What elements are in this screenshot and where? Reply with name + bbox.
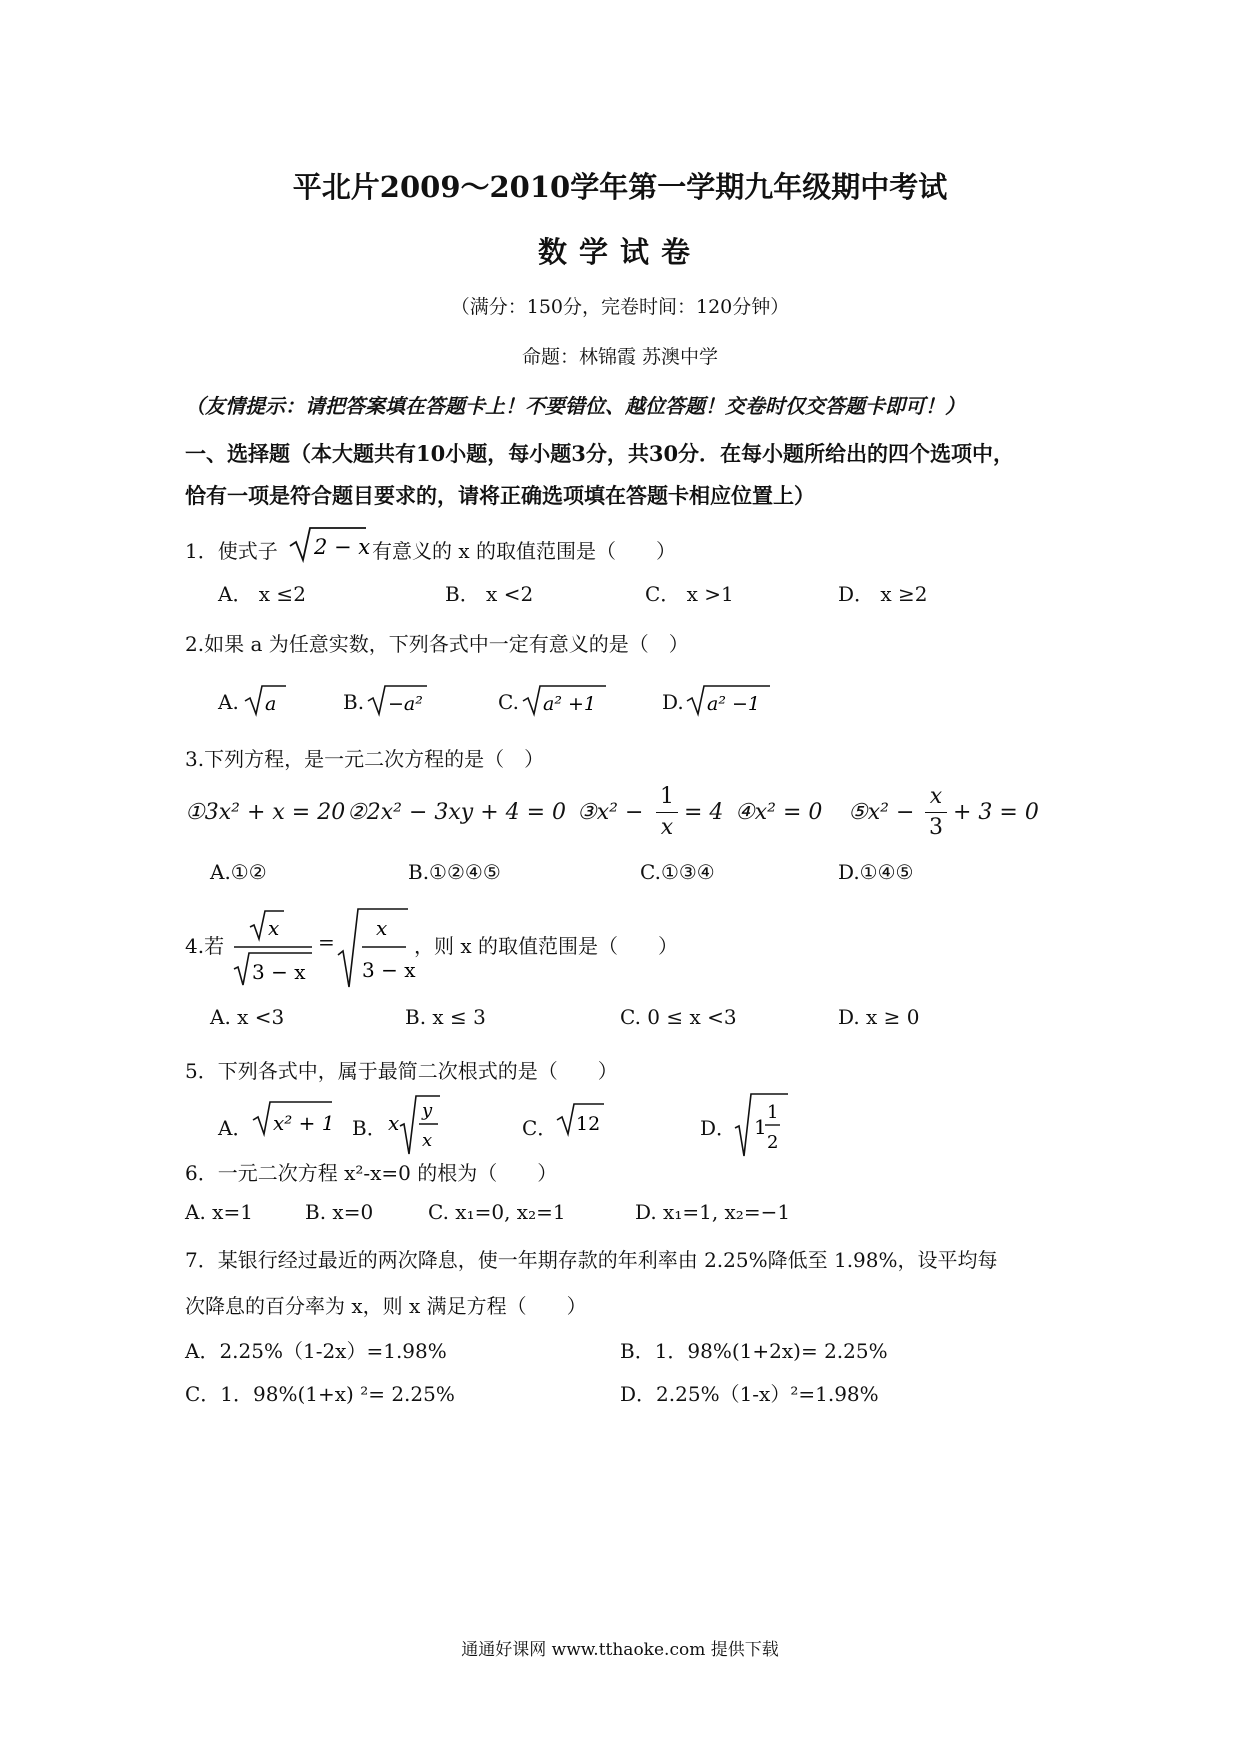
q7-option-c: C．1．98%(1+x) ²= 2.25% <box>185 1382 455 1406</box>
q5-radicand-a: x² + 1 <box>273 1111 335 1135</box>
q5-b-denominator: x <box>422 1130 433 1151</box>
q2-label-a: A. <box>218 690 239 714</box>
q2-radical-b <box>367 682 429 718</box>
q7-line2: 次降息的百分率为 x，则 x 满足方程（ ） <box>185 1294 587 1318</box>
q3-stem: 3.下列方程，是一元二次方程的是（ ） <box>185 747 545 771</box>
q5-b-numerator: y <box>422 1100 433 1121</box>
q4-left-numerator: x <box>268 916 280 940</box>
q5-label-b: B． <box>352 1116 387 1140</box>
q5-radical-d <box>734 1090 790 1158</box>
q5-radical-b <box>386 1092 442 1156</box>
q4-option-d: D. x ≥ 0 <box>838 1005 920 1029</box>
section-heading-line1: 一、选择题（本大题共有10小题，每小题3分，共30分．在每小题所给出的四个选项中， <box>185 441 1015 466</box>
q4-right-denominator: 3 − x <box>362 958 416 982</box>
q3-eq3-denominator: x <box>660 815 674 840</box>
q3-eq3-prefix: ③x² − <box>577 800 644 825</box>
q4-right-numerator: x <box>376 916 388 940</box>
q5-d-denominator: 2 <box>767 1132 779 1153</box>
q7-option-a: A．2.25%（1-2x）=1.98% <box>185 1339 447 1363</box>
section-heading-line2: 恰有一项是符合题目要求的，请将正确选项填在答题卡相应位置上） <box>185 483 815 508</box>
q3-eq3-suffix: = 4 <box>684 800 724 825</box>
q3-eq2: ②2x² − 3xy + 4 = 0 <box>347 800 567 825</box>
q1-prefix: 1．使式子 <box>185 539 278 563</box>
q2-label-b: B. <box>343 690 365 714</box>
q6-stem: 6．一元二次方程 x²-x=0 的根为（ ） <box>185 1161 558 1185</box>
q2-radical-a <box>244 682 288 718</box>
q4-left-fraction <box>232 905 314 989</box>
q5-label-d: D． <box>700 1116 737 1140</box>
q3-option-d: D.①④⑤ <box>838 860 914 884</box>
q2-radicand-c: a² +1 <box>543 693 596 715</box>
q5-b-coefficient: x <box>388 1111 400 1135</box>
q2-radicand-b: −a² <box>388 693 423 715</box>
q4-suffix: ，则 x 的取值范围是（ ） <box>414 934 678 958</box>
q4-right-radical <box>336 905 416 989</box>
q1-suffix: 有意义的 x 的取值范围是（ ） <box>372 539 676 563</box>
q7-line1: 7．某银行经过最近的两次降息，使一年期存款的年利率由 2.25%降低至 1.98%，设平均每 <box>185 1248 998 1272</box>
q3-eq4: ④x² = 0 <box>735 800 823 825</box>
q2-radical-d <box>686 682 772 718</box>
q5-d-whole: 1 <box>754 1115 767 1139</box>
q3-option-a: A.①② <box>210 860 267 884</box>
q3-eq5-suffix: + 3 = 0 <box>953 800 1039 825</box>
q1-option-b: B． x <2 <box>445 582 534 606</box>
q5-label-c: C． <box>522 1116 558 1140</box>
q2-radicand-a: a <box>265 693 277 715</box>
q5-d-numerator: 1 <box>767 1102 779 1123</box>
q6-option-d: D. x₁=1, x₂=−1 <box>635 1200 791 1224</box>
q5-radical-c <box>556 1100 606 1138</box>
q1-option-d: D． x ≥2 <box>838 582 928 606</box>
q6-option-c: C. x₁=0, x₂=1 <box>428 1200 566 1224</box>
exam-subtitle: 数学试卷 <box>537 235 702 269</box>
q1-option-c: C． x >1 <box>645 582 734 606</box>
q1-radical <box>288 524 371 564</box>
score-info: （满分：150分，完卷时间：120分钟） <box>450 296 790 318</box>
q2-radical-c <box>522 682 608 718</box>
q3-eq5-denominator: 3 <box>929 815 943 840</box>
q3-eq5-fraction-bar <box>925 812 947 813</box>
q4-left-denominator: 3 − x <box>252 960 306 984</box>
friendly-tip: （友情提示：请把答案填在答题卡上！不要错位、越位答题！交卷时仅交答题卡即可！） <box>185 394 965 418</box>
q2-label-c: C. <box>498 690 519 714</box>
q1-radicand: 2 − x <box>314 535 371 559</box>
q3-option-c: C.①③④ <box>640 860 715 884</box>
q5-label-a: A． <box>218 1116 253 1140</box>
q3-eq5-numerator: x <box>929 784 943 809</box>
q2-label-d: D. <box>662 690 684 714</box>
q3-eq5-prefix: ⑤x² − <box>848 800 915 825</box>
q2-radicand-d: a² −1 <box>707 693 760 715</box>
q5-radicand-c: 12 <box>576 1113 601 1135</box>
q3-eq1: ①3x² + x = 20 <box>185 800 346 825</box>
q3-eq3-numerator: 1 <box>660 784 674 809</box>
author-info: 命题：林锦霞 苏澳中学 <box>521 346 719 368</box>
q6-option-a: A. x=1 <box>185 1200 253 1224</box>
q3-eq3-fraction-bar <box>656 812 678 813</box>
q7-option-b: B．1．98%(1+2x)= 2.25% <box>620 1339 888 1363</box>
q5-stem: 5．下列各式中，属于最简二次根式的是（ ） <box>185 1059 618 1083</box>
exam-title: 平北片2009～2010学年第一学期九年级期中考试 <box>292 170 948 204</box>
q4-equals: = <box>318 930 335 954</box>
q4-prefix: 4.若 <box>185 934 225 958</box>
q6-option-b: B. x=0 <box>305 1200 374 1224</box>
q1-option-a: A． x ≤2 <box>218 582 306 606</box>
q4-option-c: C. 0 ≤ x <3 <box>620 1005 737 1029</box>
q4-option-b: B. x ≤ 3 <box>405 1005 486 1029</box>
q5-radical-a <box>252 1098 334 1138</box>
q2-stem: 2.如果 a 为任意实数，下列各式中一定有意义的是（ ） <box>185 632 689 656</box>
page-footer: 通通好课网 www.tthaoke.com 提供下载 <box>461 1640 779 1660</box>
q4-option-a: A. x <3 <box>210 1005 285 1029</box>
q3-option-b: B.①②④⑤ <box>408 860 501 884</box>
q7-option-d: D．2.25%（1-x）²=1.98% <box>620 1382 879 1406</box>
